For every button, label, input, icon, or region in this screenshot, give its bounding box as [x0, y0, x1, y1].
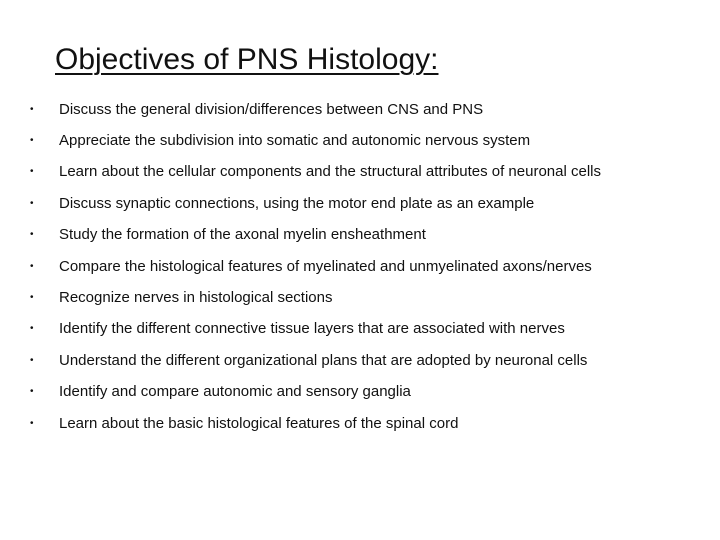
bullet-icon: • [30, 135, 34, 147]
bullet-icon: • [30, 386, 34, 398]
list-item [30, 345, 710, 376]
list-item [30, 125, 710, 156]
bullet-icon: • [30, 323, 34, 335]
objective-text: Understand the different organizational plans that are adopted by neuronal cells [59, 351, 588, 369]
bullet-icon: • [30, 197, 34, 209]
objective-text: Identify the different connective tissue layers that are associated with nerves [59, 320, 565, 338]
objective-text: Learn about the basic histological features of the spinal cord [59, 414, 459, 432]
list-item [30, 314, 710, 345]
list-item [30, 408, 710, 439]
objective-text: Discuss synaptic connections, using the motor end plate as an example [59, 194, 535, 212]
list-item [30, 251, 710, 282]
bullet-icon: • [30, 229, 34, 241]
list-item [30, 94, 710, 125]
bullet-icon: • [30, 166, 34, 178]
list-item [30, 282, 710, 313]
bullet-icon: • [30, 292, 34, 304]
bullet-icon: • [30, 417, 34, 429]
objective-text: Identify and compare autonomic and sensory ganglia [59, 383, 411, 401]
bullet-icon: • [30, 103, 34, 115]
list-item [30, 377, 710, 408]
bullet-icon: • [30, 260, 34, 272]
objective-text: Discuss the general division/differences between CNS and PNS [59, 100, 484, 118]
objective-text: Appreciate the subdivision into somatic and autonomic nervous system [59, 132, 531, 150]
objective-text: Study the formation of the axonal myelin ensheathment [59, 226, 426, 244]
list-item [30, 220, 710, 251]
list-item [30, 188, 710, 219]
objectives-list [30, 94, 710, 439]
objective-text: Recognize nerves in histological sections [59, 289, 333, 307]
list-item [30, 157, 710, 188]
objective-text: Learn about the cellular components and the structural attributes of neuronal cells [59, 163, 601, 181]
objective-text: Compare the histological features of myelinated and unmyelinated axons/nerves [59, 257, 592, 275]
bullet-icon: • [30, 354, 34, 366]
slide-title: Objectives of PNS Histology: [55, 43, 439, 76]
